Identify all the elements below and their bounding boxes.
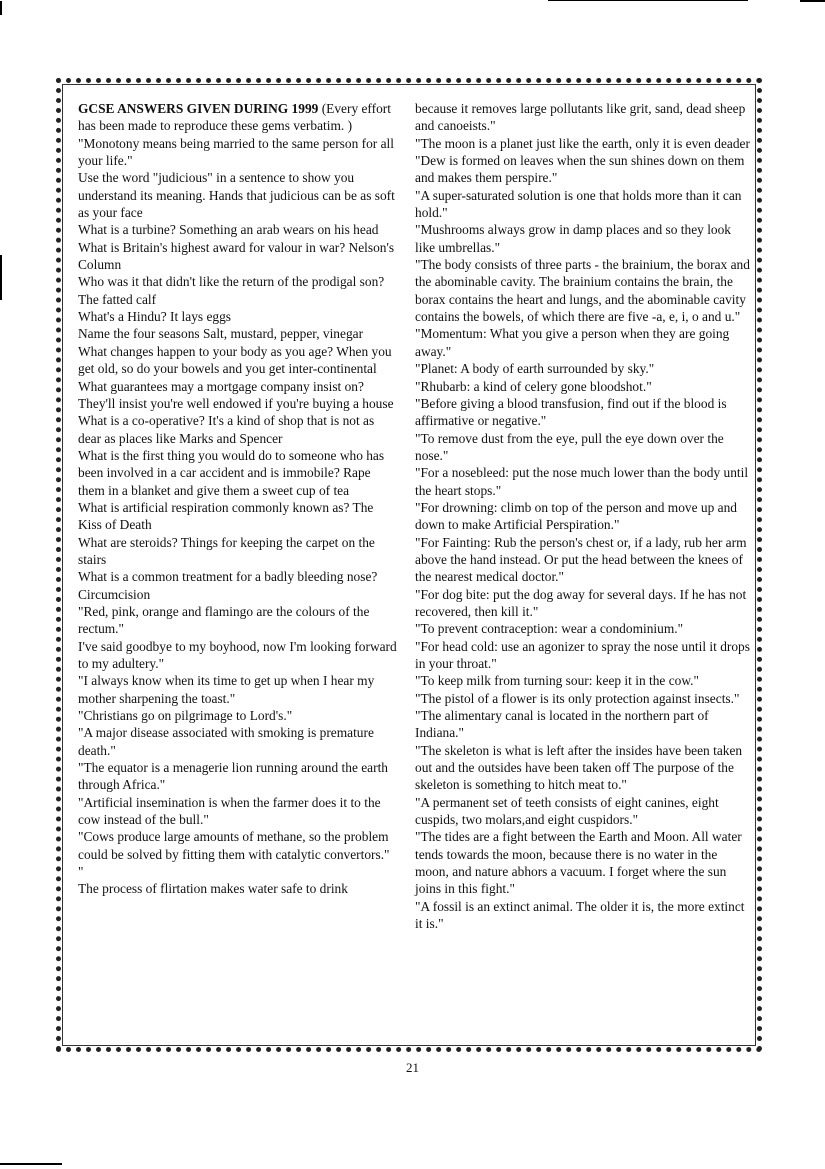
- answer-entry: ": [78, 864, 84, 880]
- answer-entry: What is a co-operative? It's a kind of shop that is not as dear as places like Marks and Spencer: [78, 413, 375, 446]
- answer-entry: "The tides are a fight between the Earth and Moon. All water tends towards the moon, because there is no water in the moon, and nature abhors a vacuum. I forget where the sun joins in this fight.": [415, 829, 742, 897]
- answer-entry: The process of flirtation makes water safe to drink: [78, 881, 348, 897]
- answer-entry: "I always know when its time to get up when I hear my mother sharpening the toast.": [78, 673, 375, 706]
- answer-entry: What are steroids? Things for keeping the carpet on the stairs: [78, 534, 375, 567]
- answer-entry: "For a nosebleed: put the nose much lower than the body until the heart stops.": [415, 465, 749, 498]
- answer-entry: What is artificial respiration commonly known as? The Kiss of Death: [78, 499, 374, 533]
- answer-entry: What changes happen to your body as you age? When you get old, so do your bowels and you get inter-continental: [78, 343, 392, 377]
- answer-entry: What is the first thing you would do to someone who has been involved in a car accident and is immobile? Rape them in a blanket and give them a sweet cup of tea: [78, 447, 385, 498]
- answer-entry: "Artificial insemination is when the farmer does it to the cow instead of the bull.": [78, 794, 381, 828]
- left-column: [78, 100, 400, 898]
- answer-entry: "Mushrooms always grow in damp places and so they look like umbrellas.": [415, 222, 732, 255]
- answer-entry: "Cows produce large amounts of methane, so the problem could be solved by fitting them with catalytic convertors.": [78, 829, 390, 862]
- answer-entry: "Before giving a blood transfusion, find out if the blood is affirmative or negative.": [415, 395, 727, 429]
- answer-entry: "The equator is a menagerie lion running around the earth through Africa.": [78, 760, 388, 793]
- answer-entry: "For head cold: use an agonizer to spray the nose until it drops in your throat.": [415, 638, 750, 671]
- answer-entry: "The skeleton is what is left after the insides have been taken out and the outsides have been taken off The purpose of the skeleton is something to hitch meat to.": [415, 742, 743, 793]
- right-column: [415, 100, 751, 933]
- answer-entry: What guarantees may a mortgage company insist on? They'll insist you're well endowed if you're buying a house: [78, 378, 394, 411]
- answer-entry: "A permanent set of teeth consists of eight canines, eight cuspids, two molars,and eight cuspidors.": [415, 794, 719, 828]
- answer-entry: "Momentum: What you give a person when they are going away.": [415, 326, 730, 359]
- page-heading: GCSE ANSWERS GIVEN DURING 1999: [78, 101, 319, 116]
- scan-mark-top-right: [800, 0, 825, 2]
- answer-entry: "A major disease associated with smoking is premature death.": [78, 725, 374, 758]
- right-answer-list: [415, 100, 751, 933]
- answer-entry: "A fossil is an extinct animal. The older it is, the more extinct it is.": [415, 898, 745, 932]
- answer-entry: What is Britain's highest award for valour in war? Nelson's Column: [78, 239, 395, 273]
- intro-note: (Every effort has been made to reproduce these gems verbatim. ): [78, 101, 391, 134]
- answer-entry: "Monotony means being married to the same person for all your life.": [78, 135, 394, 169]
- answer-entry: "The moon is a planet just like the earth, only it is even deader: [415, 135, 750, 151]
- scan-mark-top-rule: [548, 0, 748, 1]
- answer-entry: "A super-saturated solution is one that holds more than it can hold.": [415, 187, 742, 221]
- answer-entry: "Dew is formed on leaves when the sun shines down on them and makes them perspire.": [415, 153, 745, 186]
- answer-entry: Who was it that didn't like the return of the prodigal son? The fatted calf: [78, 274, 385, 307]
- answer-entry: "To remove dust from the eye, pull the eye down over the nose.": [415, 430, 724, 463]
- scan-mark-bottom-left: [0, 1163, 62, 1165]
- scan-mark-left-edge: [0, 255, 2, 300]
- answer-entry: "Rhubarb: a kind of celery gone bloodshot.": [415, 378, 652, 394]
- answer-entry: because it removes large pollutants like grit, sand, dead sheep and canoeists.": [415, 101, 746, 134]
- answer-entry: Name the four seasons Salt, mustard, pepper, vinegar: [78, 326, 364, 342]
- answer-entry: "The alimentary canal is located in the northern part of Indiana.": [415, 708, 709, 741]
- answer-entry: I've said goodbye to my boyhood, now I'm looking forward to my adultery.": [78, 638, 397, 671]
- scan-mark-top-left: [0, 1, 2, 15]
- answer-entry: "The body consists of three parts - the brainium, the borax and the abominable cavity. The brainium contains the brain, the borax contains the heart and lungs, and the abominable cavity contains the bowels, of which there are five -a, e, i, o and u.": [415, 257, 750, 325]
- page-number: 21: [406, 1060, 419, 1075]
- answer-entry: What is a common treatment for a badly bleeding nose? Circumcision: [78, 569, 378, 602]
- answer-entry: "To keep milk from turning sour: keep it in the cow.": [415, 673, 699, 689]
- answer-entry: "Christians go on pilgrimage to Lord's.": [78, 708, 293, 724]
- intro-paragraph: [78, 100, 400, 135]
- answer-entry: "To prevent contraception: wear a condominium.": [415, 621, 684, 637]
- answer-entry: What is a turbine? Something an arab wears on his head: [78, 222, 379, 238]
- answer-entry: "For Fainting: Rub the person's chest or, if a lady, rub her arm above the hand instead. Or put the head between the knees of the nearest medical doctor.": [415, 534, 747, 585]
- answer-entry: "The pistol of a flower is its only protection against insects.": [415, 690, 740, 706]
- answer-entry: "Planet: A body of earth surrounded by sky.": [415, 361, 655, 377]
- answer-entry: Use the word "judicious" in a sentence to show you understand its meaning. Hands that judicious can be as soft as your face: [78, 170, 395, 221]
- left-answer-list: [78, 135, 400, 898]
- answer-entry: What's a Hindu? It lays eggs: [78, 309, 232, 325]
- answer-entry: "Red, pink, orange and flamingo are the colours of the rectum.": [78, 603, 370, 637]
- answer-entry: "For drowning: climb on top of the person and move up and down to make Artificial Perspiration.": [415, 499, 737, 533]
- answer-entry: "For dog bite: put the dog away for several days. If he has not recovered, then kill it.": [415, 586, 747, 619]
